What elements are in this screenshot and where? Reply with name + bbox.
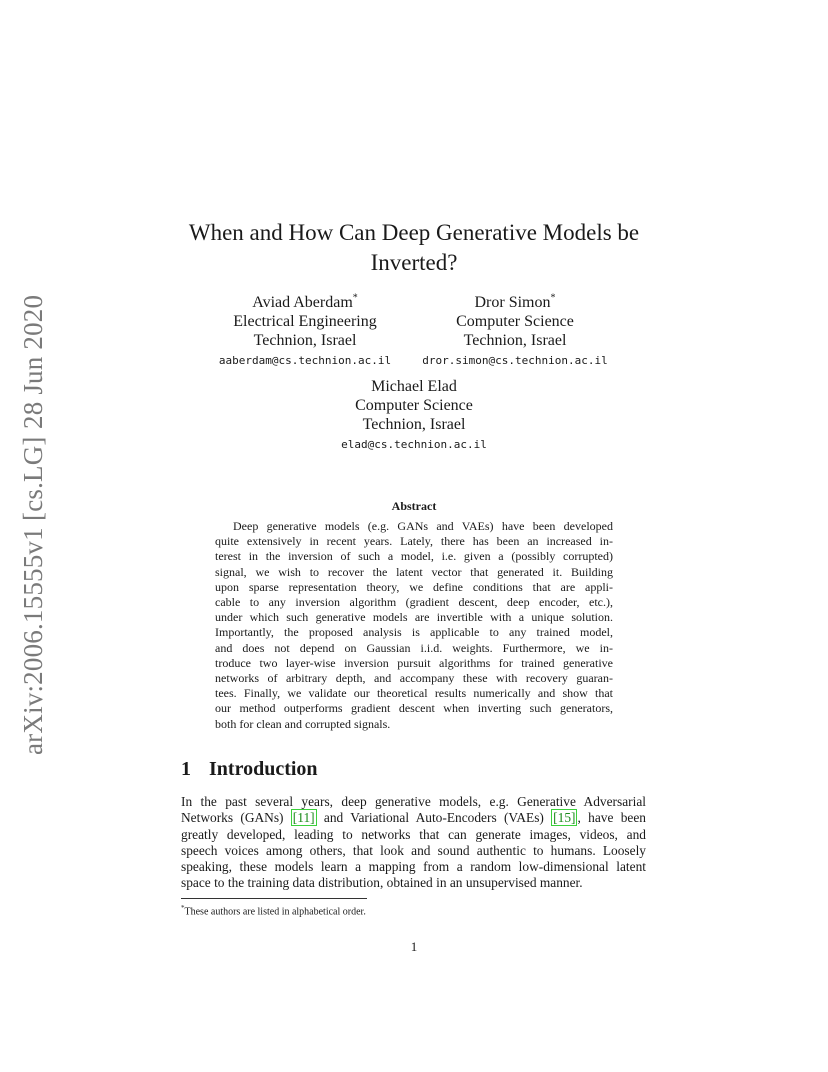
arxiv-id: arXiv:2006.15555v1 xyxy=(18,527,48,756)
abstract-line: Importantly, the proposed analysis is applicable to any trained model, xyxy=(215,625,613,640)
abstract-line: tees. Finally, we validate our theoretical results numerically and show that xyxy=(215,686,613,701)
paragraph-line: Networks (GANs) [11] and Variational Auto-Encoders (VAEs) [15] , have been xyxy=(181,810,646,826)
arxiv-category: [cs.LG] xyxy=(18,435,48,521)
author-block-aberdam xyxy=(205,293,405,368)
page-number: 1 xyxy=(410,939,418,954)
arxiv-stamp xyxy=(18,290,58,760)
paper-title xyxy=(150,218,678,278)
footnote-rule xyxy=(181,898,367,899)
title-line-1: When and How Can Deep Generative Models be xyxy=(188,220,640,245)
title-line-2: Inverted? xyxy=(370,250,458,275)
section-number: 1 xyxy=(181,758,191,780)
abstract-line: our method outperforms gradient descent when inverting such generators, xyxy=(215,701,613,716)
author-department: Computer Science xyxy=(456,313,574,330)
abstract-line: quite extensively in recent years. Lately, there has been an increased in- xyxy=(215,534,613,549)
arxiv-date: 28 Jun 2020 xyxy=(18,294,48,429)
abstract-line: troduce two layer-wise inversion pursuit algorithms for trained generative xyxy=(215,655,613,670)
abstract-line: cable to any inversion algorithm (gradient descent, deep encoder, etc.), xyxy=(215,595,613,610)
abstract-line: Deep generative models (e.g. GANs and VAEs) have been developed xyxy=(233,519,613,533)
abstract-line: both for clean and corrupted signals. xyxy=(215,716,391,731)
author-affiliation: Technion, Israel xyxy=(463,332,567,349)
author-block-simon xyxy=(405,293,625,368)
footnote-mark: * xyxy=(181,904,185,912)
introduction-paragraph xyxy=(181,794,646,892)
section-title: Introduction xyxy=(209,758,318,780)
citation-link[interactable]: [15] xyxy=(553,810,576,826)
author-department: Computer Science xyxy=(355,397,473,414)
footnote-text: These authors are listed in alphabetical order. xyxy=(184,906,366,918)
author-block-elad xyxy=(314,377,514,452)
abstract-line: terest in the inversion of such a model, i.e. given a (possibly corrupted) xyxy=(215,549,613,564)
author-email[interactable]: elad@cs.technion.ac.il xyxy=(341,438,487,451)
author-email[interactable]: dror.simon@cs.technion.ac.il xyxy=(422,354,608,367)
paragraph-line: greatly developed, leading to networks that can generate images, videos, and xyxy=(181,826,646,842)
paragraph-line: In the past several years, deep generative models, e.g. Generative Adversarial xyxy=(181,794,646,809)
author-affiliation: Technion, Israel xyxy=(362,416,466,433)
author-mark: * xyxy=(352,292,358,304)
paragraph-line: space to the training data distribution, obtained in an unsupervised manner. xyxy=(181,875,583,891)
abstract-line: signal, we wish to recover the latent vector that generated it. Building xyxy=(215,564,613,579)
abstract-line: upon sparse representation theory, we define conditions that are appli- xyxy=(215,579,613,594)
footnote xyxy=(181,902,366,918)
author-mark: * xyxy=(550,292,556,304)
author-name: Dror Simon* xyxy=(474,292,556,311)
author-name: Michael Elad xyxy=(371,378,457,395)
abstract-line: under which such generative models are invertible with a unique solution. xyxy=(215,610,613,625)
citation-link[interactable]: [11] xyxy=(292,810,315,826)
section-heading-introduction xyxy=(181,758,318,781)
author-affiliation: Technion, Israel xyxy=(253,332,357,349)
abstract-line: networks of arbitrary depth, and accompany these with recovery guaran- xyxy=(215,671,613,686)
paragraph-line: speech voices among others, that look and sound authentic to humans. Loosely xyxy=(181,842,646,858)
abstract-line: and does not depend on Gaussian i.i.d. weights. Furthermore, we in- xyxy=(215,640,613,655)
author-name: Aviad Aberdam* xyxy=(252,292,358,311)
abstract-body xyxy=(215,519,613,732)
paragraph-line: speaking, these models learn a mapping from a random low-dimensional latent xyxy=(181,859,646,875)
abstract-heading: Abstract xyxy=(391,499,437,513)
author-department: Electrical Engineering xyxy=(233,313,377,330)
author-email[interactable]: aaberdam@cs.technion.ac.il xyxy=(218,354,392,367)
